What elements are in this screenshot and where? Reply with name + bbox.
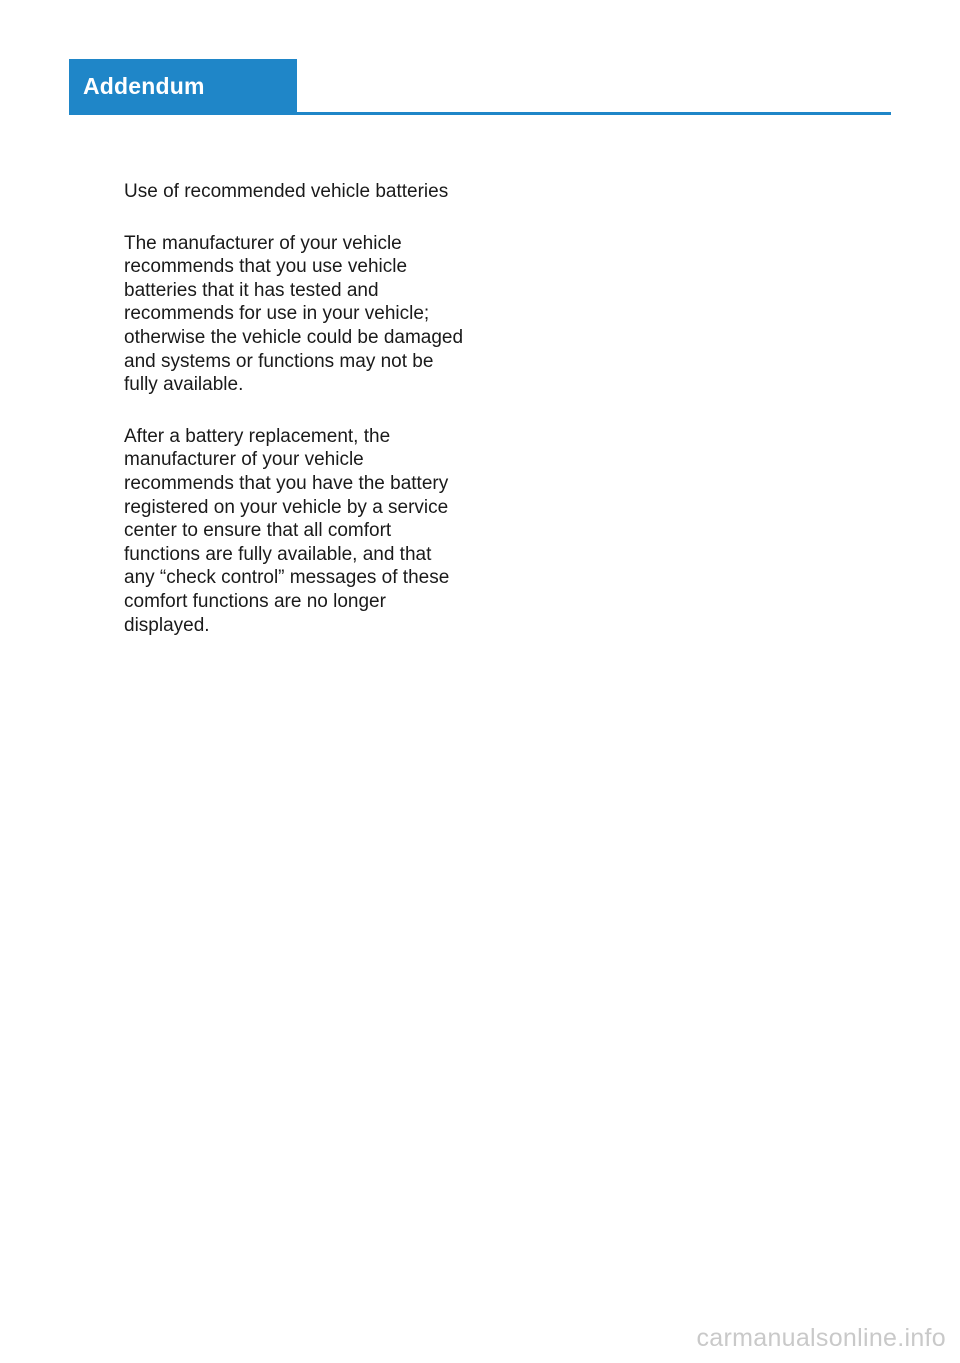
section-header-tab (69, 59, 297, 114)
site-watermark: carmanualsonline.info (696, 1324, 946, 1352)
paragraph: The manufacturer of your vehicle recommends that you use vehicle batteries that it has tested and recommends for use in your vehicle; otherwise the vehicle could be damaged and systems or functions may not be fully available. (124, 232, 464, 396)
section-title: Addendum (83, 73, 205, 99)
subheading: Use of recommended vehicle batteries (124, 181, 449, 202)
header-divider (69, 112, 891, 115)
paragraph: After a battery replacement, the manufacturer of your vehicle recommends that you have the battery registered on your vehicle by a service center to ensure that all comfort functions are fully available, and that any “check control” messages of these comfort functions are no longer displayed. (124, 425, 450, 636)
body-text (124, 180, 464, 665)
